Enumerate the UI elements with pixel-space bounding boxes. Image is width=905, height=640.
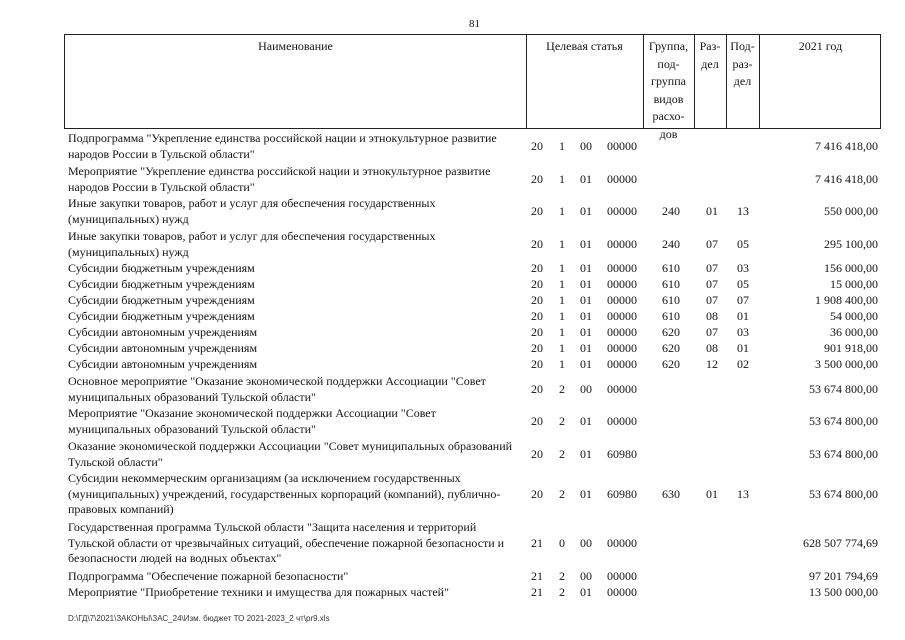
code-main-event: 01 — [580, 487, 592, 501]
table-row — [0, 439, 905, 470]
subsection: 13 — [737, 487, 749, 501]
table-row — [0, 374, 905, 405]
section: 07 — [706, 237, 718, 251]
code-direction: 00000 — [607, 172, 637, 186]
code-subprogram: 1 — [559, 139, 565, 153]
table-header — [64, 34, 881, 141]
page-number-text: 81 — [469, 18, 480, 30]
table-row — [0, 325, 905, 341]
header-subsection-line: дел — [733, 74, 752, 88]
row-name: Субсидии бюджетным учреждениям — [68, 293, 255, 307]
subsection: 07 — [737, 293, 749, 307]
section: 07 — [706, 325, 718, 339]
row-name: Иные закупки товаров, работ и услуг для обеспечения государственных (муниципальных) нужд — [68, 196, 436, 226]
expense-group: 610 — [662, 293, 680, 307]
amount-2021: 53 674 800,00 — [809, 382, 878, 396]
header-group-line: расхо- — [652, 109, 685, 123]
row-name: Субсидии бюджетным учреждениям — [68, 261, 255, 275]
subsection: 05 — [737, 277, 749, 291]
code-direction: 00000 — [607, 569, 637, 583]
code-subprogram: 1 — [559, 293, 565, 307]
expense-group: 630 — [662, 487, 680, 501]
expense-group: 240 — [662, 204, 680, 218]
code-main-event: 00 — [580, 536, 592, 550]
expense-group: 620 — [662, 325, 680, 339]
code-subprogram: 1 — [559, 325, 565, 339]
row-name: Мероприятие "Оказание экономической поддержки Ассоциации "Совет муниципальных образований Тульской области" — [68, 406, 436, 436]
expense-group: 620 — [662, 341, 680, 355]
code-subprogram: 1 — [559, 261, 565, 275]
subsection: 13 — [737, 204, 749, 218]
code-main-event: 01 — [580, 261, 592, 275]
section: 07 — [706, 293, 718, 307]
code-program: 20 — [531, 382, 543, 396]
code-main-event: 01 — [580, 293, 592, 307]
code-main-event: 00 — [580, 382, 592, 396]
code-subprogram: 2 — [559, 447, 565, 461]
amount-2021: 3 500 000,00 — [815, 357, 878, 371]
code-subprogram: 0 — [559, 536, 565, 550]
amount-2021: 97 201 794,69 — [809, 569, 878, 583]
row-name: Основное мероприятие "Оказание экономической поддержки Ассоциации "Совет муниципальных образований Тульской области" — [68, 374, 486, 404]
section: 08 — [706, 341, 718, 355]
section: 08 — [706, 309, 718, 323]
code-subprogram: 2 — [559, 487, 565, 501]
amount-2021: 53 674 800,00 — [809, 487, 878, 501]
code-subprogram: 1 — [559, 357, 565, 371]
code-direction: 00000 — [607, 341, 637, 355]
code-main-event: 01 — [580, 172, 592, 186]
code-main-event: 01 — [580, 204, 592, 218]
code-main-event: 01 — [580, 585, 592, 599]
header-section-line: дел — [701, 56, 719, 71]
code-subprogram: 1 — [559, 204, 565, 218]
row-name: Субсидии бюджетным учреждениям — [68, 277, 255, 291]
header-group-line: Группа, — [648, 39, 689, 53]
header-subsection-line: Под- — [730, 39, 755, 53]
code-program: 20 — [531, 487, 543, 501]
code-program: 21 — [531, 536, 543, 550]
code-subprogram: 1 — [559, 277, 565, 291]
code-direction: 00000 — [607, 536, 637, 550]
row-name: Субсидии бюджетным учреждениям — [68, 309, 255, 323]
expense-group: 610 — [662, 309, 680, 323]
table-row — [0, 293, 905, 309]
code-direction: 00000 — [607, 293, 637, 307]
row-name: Мероприятие "Приобретение техники и имущества для пожарных частей" — [68, 585, 449, 599]
amount-2021: 13 500 000,00 — [809, 585, 878, 599]
code-main-event: 01 — [580, 277, 592, 291]
code-program: 20 — [531, 414, 543, 428]
header-group — [643, 38, 694, 143]
code-program: 20 — [531, 309, 543, 323]
code-subprogram: 1 — [559, 237, 565, 251]
row-name: Субсидии автономным учреждениям — [68, 341, 258, 355]
header-group-line: под- — [657, 56, 680, 71]
header-year: 2021 год — [798, 39, 843, 53]
code-direction: 00000 — [607, 139, 637, 153]
table-row — [0, 341, 905, 357]
table-row — [0, 406, 905, 437]
amount-2021: 628 507 774,69 — [803, 536, 878, 550]
row-name: Подпрограмма "Обеспечение пожарной безопасности" — [68, 569, 349, 583]
table-row — [0, 196, 905, 227]
code-program: 20 — [531, 341, 543, 355]
code-main-event: 01 — [580, 309, 592, 323]
section: 07 — [706, 261, 718, 275]
code-direction: 00000 — [607, 277, 637, 291]
code-main-event: 00 — [580, 139, 592, 153]
table-row — [0, 229, 905, 260]
row-name: Субсидии автономным учреждениям — [68, 357, 258, 371]
code-program: 20 — [531, 261, 543, 275]
code-direction: 00000 — [607, 237, 637, 251]
code-program: 20 — [531, 139, 543, 153]
amount-2021: 901 918,00 — [824, 341, 878, 355]
subsection: 03 — [737, 325, 749, 339]
expense-group: 620 — [662, 357, 680, 371]
header-subsection — [726, 38, 759, 91]
code-program: 21 — [531, 585, 543, 599]
table-row — [0, 277, 905, 293]
header-name: Наименование — [258, 39, 333, 53]
table-row — [0, 131, 905, 162]
section: 01 — [706, 204, 718, 218]
amount-2021: 36 000,00 — [830, 325, 878, 339]
table-row — [0, 585, 905, 601]
row-name: Иные закупки товаров, работ и услуг для обеспечения государственных (муниципальных) нужд — [68, 229, 436, 259]
code-main-event: 01 — [580, 341, 592, 355]
code-subprogram: 2 — [559, 569, 565, 583]
table-row — [0, 357, 905, 373]
subsection: 05 — [737, 237, 749, 251]
header-group-line: видов — [653, 91, 684, 106]
code-program: 20 — [531, 357, 543, 371]
amount-2021: 1 908 400,00 — [815, 293, 878, 307]
code-direction: 00000 — [607, 585, 637, 599]
amount-2021: 156 000,00 — [824, 261, 878, 275]
code-program: 20 — [531, 293, 543, 307]
file-path-footer: D:\ГД\7\2021\ЗАКОНЫ\ЗАС_24\Изм. бюджет ТО 2021-2023_2 чт\pr9.xls — [68, 614, 330, 623]
amount-2021: 550 000,00 — [824, 204, 878, 218]
expense-group: 240 — [662, 237, 680, 251]
amount-2021: 53 674 800,00 — [809, 414, 878, 428]
table-row — [0, 569, 905, 585]
code-direction: 60980 — [607, 447, 637, 461]
code-program: 20 — [531, 237, 543, 251]
subsection: 01 — [737, 341, 749, 355]
header-section-line: Раз- — [699, 39, 721, 53]
amount-2021: 54 000,00 — [830, 309, 878, 323]
code-main-event: 01 — [580, 325, 592, 339]
header-group-line: дов — [659, 126, 678, 141]
code-direction: 00000 — [607, 309, 637, 323]
code-main-event: 01 — [580, 447, 592, 461]
subsection: 02 — [737, 357, 749, 371]
code-direction: 00000 — [607, 261, 637, 275]
table-row — [0, 309, 905, 325]
code-program: 20 — [531, 204, 543, 218]
subsection: 01 — [737, 309, 749, 323]
table-row — [0, 164, 905, 195]
header-subsection-line: раз- — [732, 56, 753, 71]
code-direction: 00000 — [607, 414, 637, 428]
code-subprogram: 1 — [559, 172, 565, 186]
header-section — [694, 38, 726, 73]
code-main-event: 00 — [580, 569, 592, 583]
table-row — [0, 261, 905, 277]
code-subprogram: 1 — [559, 309, 565, 323]
code-program: 20 — [531, 447, 543, 461]
expense-group: 610 — [662, 277, 680, 291]
row-name: Субсидии автономным учреждениям — [68, 325, 258, 339]
row-name: Государственная программа Тульской области "Защита населения и территорий Тульской области от чрезвычайных ситуаций, обеспечение пожарной безопасности и безопасности людей на водных объектах" — [68, 520, 505, 565]
code-program: 21 — [531, 569, 543, 583]
amount-2021: 295 100,00 — [824, 237, 878, 251]
amount-2021: 15 000,00 — [830, 277, 878, 291]
expense-group: 610 — [662, 261, 680, 275]
section: 12 — [706, 357, 718, 371]
code-direction: 00000 — [607, 325, 637, 339]
row-name: Подпрограмма "Укрепление единства российской нации и этнокультурное развитие народов России в Тульской области" — [68, 131, 497, 161]
code-subprogram: 2 — [559, 414, 565, 428]
code-subprogram: 1 — [559, 341, 565, 355]
code-subprogram: 2 — [559, 382, 565, 396]
code-program: 20 — [531, 277, 543, 291]
amount-2021: 7 416 418,00 — [815, 172, 878, 186]
code-direction: 00000 — [607, 382, 637, 396]
page-number — [0, 18, 905, 30]
amount-2021: 7 416 418,00 — [815, 139, 878, 153]
amount-2021: 53 674 800,00 — [809, 447, 878, 461]
table-row — [0, 520, 905, 567]
section: 07 — [706, 277, 718, 291]
header-target: Целевая статья — [546, 39, 623, 53]
code-subprogram: 2 — [559, 585, 565, 599]
code-direction: 00000 — [607, 204, 637, 218]
header-group-line: группа — [651, 74, 686, 88]
code-main-event: 01 — [580, 237, 592, 251]
code-program: 20 — [531, 172, 543, 186]
code-direction: 60980 — [607, 487, 637, 501]
subsection: 03 — [737, 261, 749, 275]
code-program: 20 — [531, 325, 543, 339]
section: 01 — [706, 487, 718, 501]
code-direction: 00000 — [607, 357, 637, 371]
table-row — [0, 471, 905, 518]
row-name: Мероприятие "Укрепление единства российской нации и этнокультурное развитие народов России в Тульской области" — [68, 164, 491, 194]
code-main-event: 01 — [580, 414, 592, 428]
row-name: Субсидии некоммерческим организациям (за исключением государственных (муниципальных) учреждений, государственных корпораций (компаний), публично-правовых компаний) — [68, 471, 501, 516]
row-name: Оказание экономической поддержки Ассоциации "Совет муниципальных образований Тульской области" — [68, 439, 513, 469]
code-main-event: 01 — [580, 357, 592, 371]
